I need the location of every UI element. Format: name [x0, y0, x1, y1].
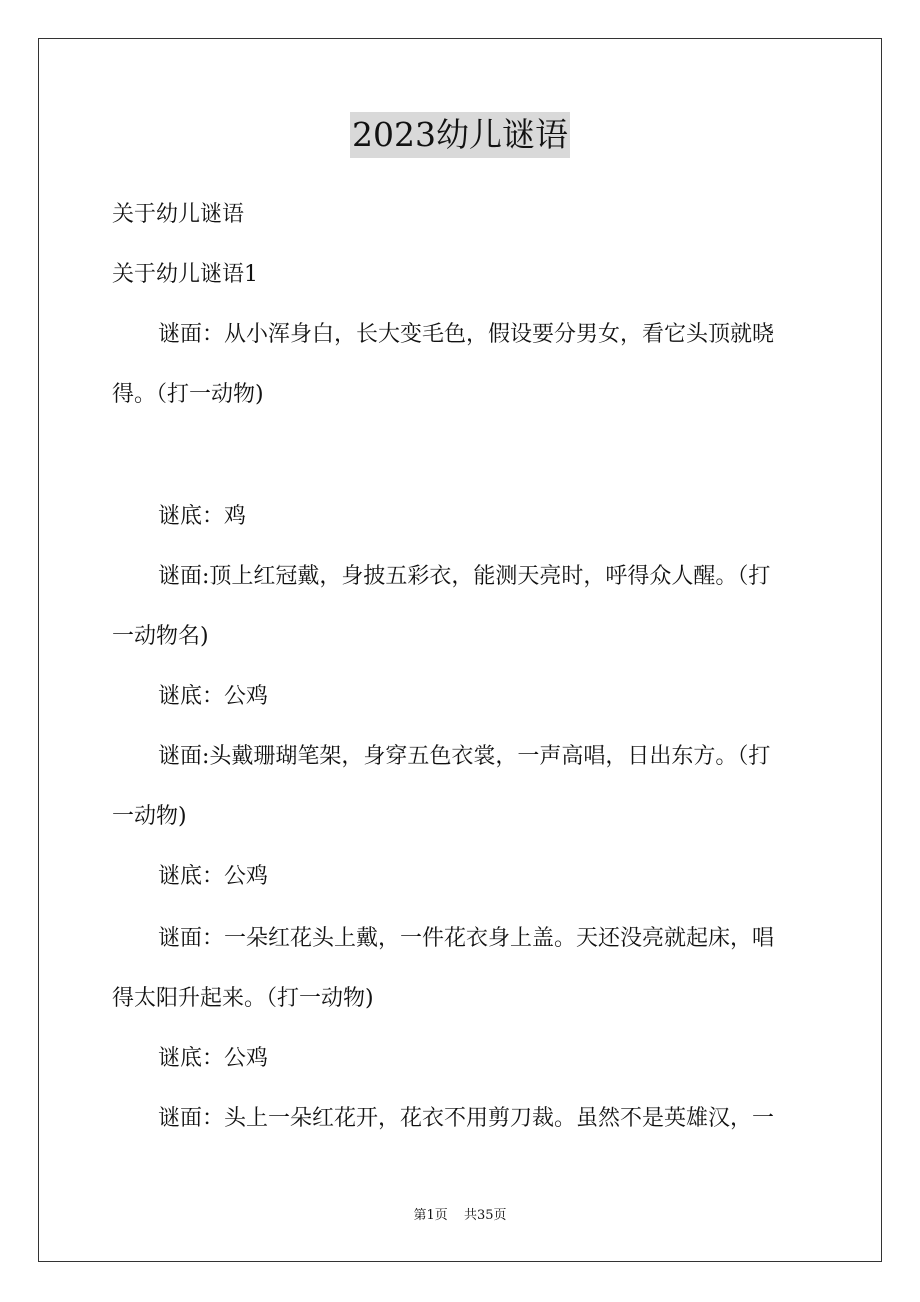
riddle-question-continued: 得太阳升起来。（打一动物) [112, 986, 374, 1011]
page-number: 第1页 [413, 1208, 448, 1223]
page-total: 共35页 [463, 1208, 507, 1223]
riddle-answer: 谜底：公鸡 [158, 1046, 269, 1071]
section-heading: 关于幼儿谜语 [112, 202, 245, 227]
section-subheading: 关于幼儿谜语1 [112, 262, 258, 287]
title-container [0, 112, 920, 158]
riddle-answer: 谜底：公鸡 [158, 864, 269, 889]
riddle-answer: 谜底：公鸡 [158, 684, 269, 709]
riddle-question: 谜面：从小浑身白，长大变毛色，假设要分男女，看它头顶就晓 [158, 322, 775, 347]
riddle-question: 谜面：一朵红花头上戴，一件花衣身上盖。天还没亮就起床，唱 [158, 926, 775, 951]
riddle-question: 谜面:顶上红冠戴，身披五彩衣，能测天亮时，呼得众人醒。（打 [158, 564, 771, 589]
riddle-question-continued: 一动物名) [112, 624, 209, 649]
riddle-question: 谜面:头戴珊瑚笔架，身穿五色衣裳，一声高唱，日出东方。（打 [158, 744, 771, 769]
riddle-question-continued: 一动物) [112, 804, 187, 829]
riddle-answer: 谜底：鸡 [158, 504, 247, 529]
riddle-question-continued: 得。（打一动物) [112, 382, 264, 407]
page-footer [0, 1206, 920, 1226]
document-title: 2023幼儿谜语 [350, 112, 570, 158]
riddle-question: 谜面：头上一朵红花开，花衣不用剪刀裁。虽然不是英雄汉，一 [158, 1106, 775, 1131]
